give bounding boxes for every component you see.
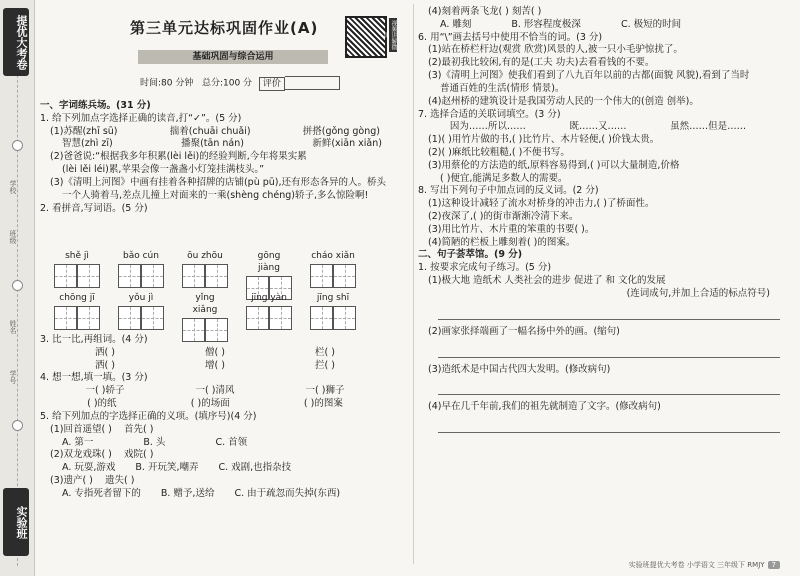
binding-hole-icon [12, 280, 23, 291]
q6-4[interactable]: (4)赵州桥的建筑设计是我国劳动人民的一个伟大的(创造 创举)。 [428, 95, 699, 107]
page-footer [629, 560, 780, 570]
q4-row-1 [40, 385, 380, 398]
writing-box[interactable] [118, 264, 141, 288]
right-column [418, 0, 790, 576]
writing-box[interactable] [333, 264, 356, 288]
writing-box[interactable] [182, 264, 205, 288]
option[interactable]: C. 由于疏忽而失掉(东西) [234, 487, 341, 499]
option[interactable]: C. 首领 [215, 436, 248, 448]
writing-box[interactable] [141, 306, 164, 330]
pinyin-cell: shě jì [54, 250, 100, 300]
right-content [418, 6, 790, 439]
question-8: 8. 写出下列句子中加点词的反义词。(2 分) [418, 185, 599, 197]
writing-box[interactable] [246, 306, 269, 330]
pinyin-cell: bǎo cún [118, 250, 164, 300]
s2-1a: (1)极大地 造纸术 人类社会的进步 促进了 和 文化的发展 [428, 275, 666, 287]
q1-3-line-a: (3)《清明上河图》中画有挂着各种招牌的店铺(pù pū),还有形态各异的人。桥头 [50, 176, 387, 188]
compare-item[interactable]: 栏( ) [315, 346, 335, 358]
q3-row-2 [40, 360, 380, 373]
q7-2[interactable]: (2)( )麻纸比较粗糙,( )不便书写。 [428, 146, 570, 158]
q1-item[interactable]: (1)苏醒(zhī sū) [50, 125, 118, 137]
spine-field-name: 姓名 [9, 320, 17, 334]
footer-text: 实验班提优大考卷 小学语文 三年级下 RMJY [628, 561, 765, 569]
q4-row-2 [40, 398, 380, 411]
page-number: 7 [768, 561, 780, 569]
writing-box[interactable] [77, 264, 100, 288]
writing-box[interactable] [141, 264, 164, 288]
conjunction-option: 因为……所以…… [449, 121, 526, 133]
section-1 [40, 100, 410, 215]
writing-box[interactable] [54, 264, 77, 288]
spine-field-class: 班级 [9, 230, 17, 244]
q5-4-options [418, 19, 790, 32]
q1-3-line-b: 一个人骑着马,差点儿撞上对面来的一乘(shèng chéng)轿子,多么惊险啊! [62, 189, 369, 201]
left-column [40, 0, 410, 576]
q1-item[interactable]: 揣着(chuāi chuǎi) [169, 125, 251, 137]
spine-top-badge: 提优大考卷 [3, 8, 29, 76]
fill-item[interactable]: 一( )轿子 [85, 385, 125, 397]
q1-item[interactable]: 拼搭(gǒng gòng) [302, 125, 380, 137]
spine-field-school: 学校 [9, 180, 17, 194]
spine-field-number: 学号 [9, 370, 17, 384]
writing-box[interactable] [310, 264, 333, 288]
q7-options [418, 121, 768, 134]
compare-item[interactable]: 拦( ) [315, 359, 335, 371]
option[interactable]: B. 开玩笑,嘲弄 [135, 462, 199, 474]
answer-line[interactable] [438, 343, 780, 358]
q8-1[interactable]: (1)这种设计减轻了流水对桥身的冲击力,( )了桥面性。 [428, 198, 655, 210]
question-1: 1. 给下列加点字选择正确的读音,打“✓”。(5 分) [40, 112, 242, 124]
question-7: 7. 选择合适的关联词填空。(3 分) [418, 108, 561, 120]
q5-3: (3)遗产( ) 遗失( ) [50, 474, 135, 486]
option[interactable]: A. 玩耍,游戏 [62, 462, 116, 474]
q5-2: (2)双龙戏珠( ) 戏院( ) [50, 449, 154, 461]
q7-3b[interactable]: ( )便宜,能满足多数人的需要。 [440, 172, 568, 184]
section-2-question-1: 1. 按要求完成句子练习。(5 分) [418, 262, 552, 274]
page-title: 第三单元达标巩固作业(A) [130, 19, 319, 37]
q5-2-options [40, 462, 410, 475]
option[interactable]: B. 赠予,送给 [160, 487, 215, 499]
q8-4[interactable]: (4)简陋的栏板上雕刻着( )的图案。 [428, 236, 576, 248]
question-5: 5. 给下列加点的字选择正确的义项。(填序号)(4 分) [40, 410, 257, 422]
question-2: 2. 看拼音,写词语。(5 分) [40, 202, 148, 214]
q1-2-line-b: (lèi lěi léi)累,苹果会像一盏盏小灯笼挂满枝头。” [62, 164, 265, 176]
fill-item[interactable]: ( )的图案 [303, 398, 343, 410]
writing-box[interactable] [77, 306, 100, 330]
option[interactable]: B. 头 [143, 436, 166, 448]
q5-3-options [40, 488, 410, 501]
question-3: 3. 比一比,再组词。(4 分) [40, 334, 148, 345]
q7-1[interactable]: (1)( )用竹片做的书,( )比竹片、木片轻便,( )价钱太贵。 [428, 134, 660, 146]
time-score-bar [140, 76, 340, 91]
option[interactable]: A. 雕刻 [440, 18, 472, 30]
q6-1[interactable]: (1)站在桥栏杆边(观赏 欣赏)风景的人,被一只小毛驴惊扰了。 [428, 44, 683, 56]
q1-row-1 [40, 126, 380, 139]
q6-3a[interactable]: (3)《清明上河图》使我们看到了八九百年以前的古都(面貌 风貌),看到了当时 [428, 70, 750, 82]
q3-row-1 [40, 347, 380, 360]
binding-spine [0, 0, 35, 576]
option[interactable]: C. 极短的时间 [620, 18, 682, 30]
q1-item[interactable]: 智慧(zhì zī) [62, 138, 113, 150]
binding-hole-icon [12, 420, 23, 431]
s2-4: (4)早在几千年前,我们的祖先就制造了文字。(修改病句) [428, 401, 661, 413]
total-score: 总分:100 分 [201, 78, 253, 89]
compare-item[interactable]: 僧( ) [205, 346, 225, 358]
s2-3: (3)造纸术是中国古代四大发明。(修改病句) [428, 363, 611, 375]
writing-box[interactable] [310, 306, 333, 330]
q7-3a[interactable]: (3)用蔡伦的方法造的纸,原料容易得到,( )可以大量制造,价格 [428, 159, 680, 171]
q6-2[interactable]: (2)最初我比较闲,有的是(工夫 功夫)去看看钱的不要。 [428, 57, 655, 69]
pinyin-cell: gōng jiàng [246, 250, 292, 300]
q8-3[interactable]: (3)用比竹片、木片重的笨重的书要( )。 [428, 223, 595, 235]
binding-hole-icon [12, 140, 23, 151]
answer-line[interactable] [438, 380, 780, 395]
s2-2: (2)画家张择端画了一幅名扬中外的画。(缩句) [428, 325, 620, 337]
section-1-cont [40, 334, 410, 501]
option[interactable]: A. 第一 [62, 436, 94, 448]
compare-item[interactable]: 增( ) [205, 359, 225, 371]
option[interactable]: B. 形容程度极深 [511, 18, 581, 30]
compare-item[interactable]: 洒( ) [95, 359, 115, 371]
section-banner: 基础巩固与综合运用 [138, 50, 328, 64]
conjunction-option: 虽然……但是…… [670, 121, 747, 133]
pinyin-cell: cháo xiǎn [310, 250, 356, 300]
answer-line[interactable] [438, 418, 780, 433]
option[interactable]: C. 戏剧,也指杂技 [218, 462, 292, 474]
pinyin-cell: jīng shī [310, 292, 356, 342]
question-6: 6. 用“\”画去括号中使用不恰当的词。(3 分) [418, 31, 603, 43]
writing-box[interactable] [333, 306, 356, 330]
time-limit: 时间:80 分钟 [140, 78, 194, 89]
compare-item[interactable]: 洒( ) [95, 346, 115, 358]
spine-bottom-badge: 实验班 [3, 488, 29, 556]
evaluation-box[interactable] [285, 76, 340, 90]
column-divider [413, 4, 414, 564]
writing-box[interactable] [205, 264, 228, 288]
answer-line[interactable] [438, 305, 780, 320]
evaluation-label: 评价 [259, 77, 285, 91]
q1-row-2 [40, 138, 382, 151]
section-2-heading: 二、句子荟萃馆。(9 分) [418, 249, 523, 261]
section-heading: 一、字词练兵场。(31 分) [40, 100, 151, 111]
q1-item[interactable]: 播聚(tān nán) [181, 138, 244, 150]
conjunction-option: 既……又…… [569, 121, 627, 133]
writing-box[interactable] [269, 306, 292, 330]
q5-1-options [40, 437, 410, 450]
pinyin-cell: yǐng xiǎng [182, 292, 228, 342]
q1-2-line-a: (2)爸爸说:“根据我多年积累(lèi lěi)的经验判断,今年将果实累 [50, 151, 307, 163]
q5-4: (4)刻着两条飞龙( ) 刻苦( ) [428, 6, 542, 17]
q1-item[interactable]: 新鲜(xiān xiǎn) [312, 138, 382, 150]
pinyin-cell: chōng jī [54, 292, 100, 342]
q6-3b[interactable]: 普通百姓的生活(情形 情景)。 [440, 82, 565, 94]
pinyin-cell: yǒu jì [118, 292, 164, 342]
fill-item[interactable]: ( )的纸 [87, 398, 117, 410]
writing-box[interactable] [54, 306, 77, 330]
q5-1: (1)回首遥望( ) 首先( ) [50, 423, 154, 435]
question-4: 4. 想一想,填一填。(3 分) [40, 372, 148, 384]
fill-item[interactable]: 一( )清风 [195, 385, 235, 397]
pinyin-cell: jīng yàn [246, 292, 292, 342]
fill-item[interactable]: 一( )狮子 [305, 385, 345, 397]
qr-label: 视频讲解微课 [381, 20, 397, 50]
fill-item[interactable]: ( )的场面 [190, 398, 230, 410]
pinyin-cell: ōu zhōu [182, 250, 228, 300]
q8-2[interactable]: (2)夜深了,( )的街市渐渐冷清下来。 [428, 211, 579, 222]
s2-1b: (连词成句,并加上合适的标点符号) [626, 287, 770, 299]
option[interactable]: A. 专指死者留下的 [62, 487, 141, 499]
writing-box[interactable] [118, 306, 141, 330]
